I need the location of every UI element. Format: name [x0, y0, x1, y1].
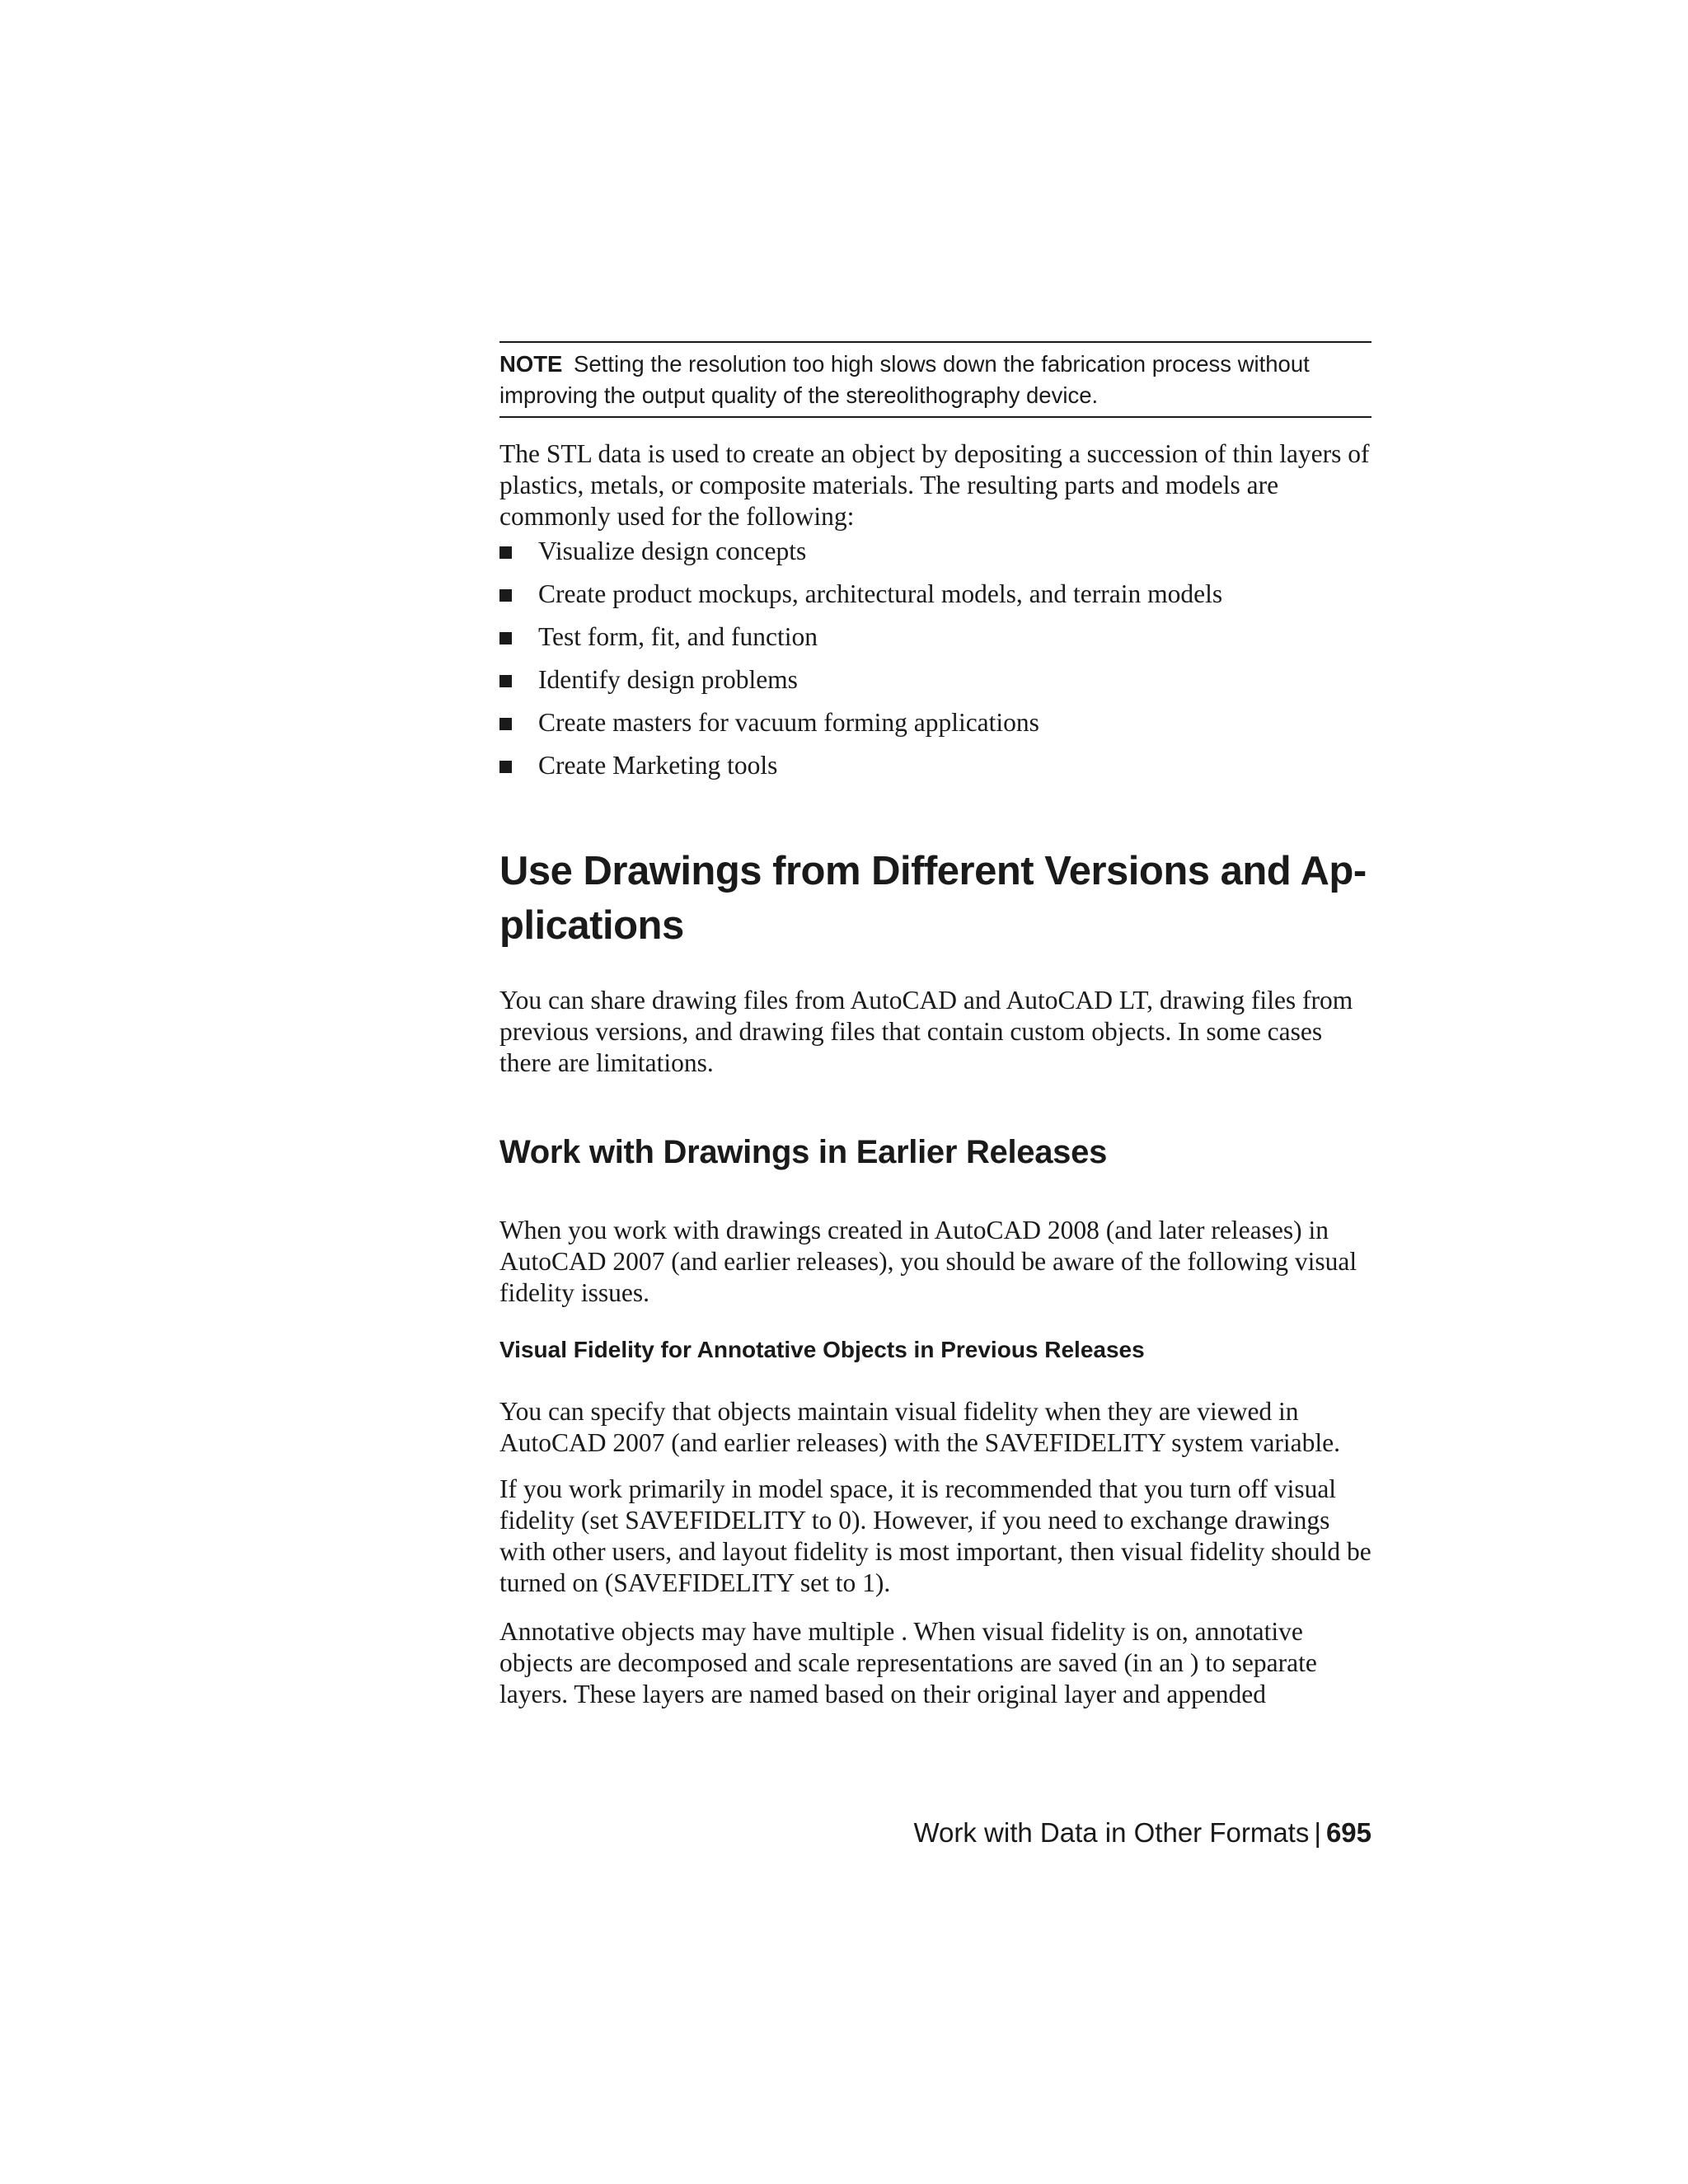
- fidelity-paragraph-2: If you work primarily in model space, it is recommended that you turn off visual fidelity (set SAVEFIDELITY to 0). However, if you need to exchange drawings with other users, and layout fidelity is most important, then visual fidelity should be turned on (SAVEFIDELITY set to 1).: [499, 1474, 1372, 1597]
- list-item: Identify design problems: [499, 664, 1372, 707]
- bullet-square-icon: [499, 761, 512, 773]
- bullet-list: [499, 536, 1372, 793]
- note-text: Setting the resolution too high slows down the fabrication process without improving the output quality of the stereolithography device.: [499, 351, 1310, 408]
- footer-separator: |: [1314, 1817, 1321, 1848]
- subsection-heading: Work with Drawings in Earlier Releases: [499, 1134, 1108, 1170]
- intro-paragraph-text: The STL data is used to create an object by depositing a succession of thin layers of plastics, metals, or composite materials. The resulting parts and models are commonly used for the following:: [499, 439, 1370, 531]
- list-item: Create product mockups, architectural models, and terrain models: [499, 579, 1372, 621]
- bullet-square-icon: [499, 675, 512, 687]
- page-footer: [914, 1816, 1372, 1849]
- bullet-square-icon: [499, 718, 512, 730]
- note-bottom-rule: [499, 416, 1372, 418]
- bullet-square-icon: [499, 546, 512, 559]
- section-heading: Use Drawings from Different Versions and Ap- plications: [499, 849, 1367, 948]
- note-box: [499, 349, 1372, 411]
- footer-chapter-title: Work with Data in Other Formats: [913, 1817, 1310, 1848]
- fidelity-paragraph-3: Annotative objects may have multiple . When visual fidelity is on, annotative objects are decomposed and scale representations are saved (in an ) to separate layers. These layers are named based on their original layer and appended: [499, 1617, 1317, 1708]
- bullet-square-icon: [499, 632, 512, 644]
- subsection-paragraph: When you work with drawings created in AutoCAD 2008 (and later releases) in AutoCAD 2007 (and earlier releases), you should be aware of the following visual fidelity issues.: [499, 1216, 1357, 1307]
- note-top-rule: [499, 341, 1372, 343]
- page-number: 695: [1325, 1817, 1372, 1848]
- list-item: Create masters for vacuum forming applications: [499, 707, 1372, 750]
- section-paragraph: You can share drawing files from AutoCAD and AutoCAD LT, drawing files from previous versions, and drawing files that contain custom objects. In some cases there are limitations.: [499, 986, 1353, 1077]
- list-item: Create Marketing tools: [499, 750, 1372, 793]
- list-item: Visualize design concepts: [499, 536, 1372, 579]
- fidelity-paragraph-1: You can specify that objects maintain visual fidelity when they are viewed in AutoCAD 2007 (and earlier releases) with the SAVEFIDELITY system variable.: [499, 1397, 1340, 1457]
- subsubsection-heading: Visual Fidelity for Annotative Objects in Previous Releases: [499, 1337, 1145, 1362]
- intro-paragraph: [499, 438, 1372, 532]
- note-tag: NOTE: [499, 351, 563, 377]
- bullet-square-icon: [499, 589, 512, 602]
- list-item: Test form, fit, and function: [499, 621, 1372, 664]
